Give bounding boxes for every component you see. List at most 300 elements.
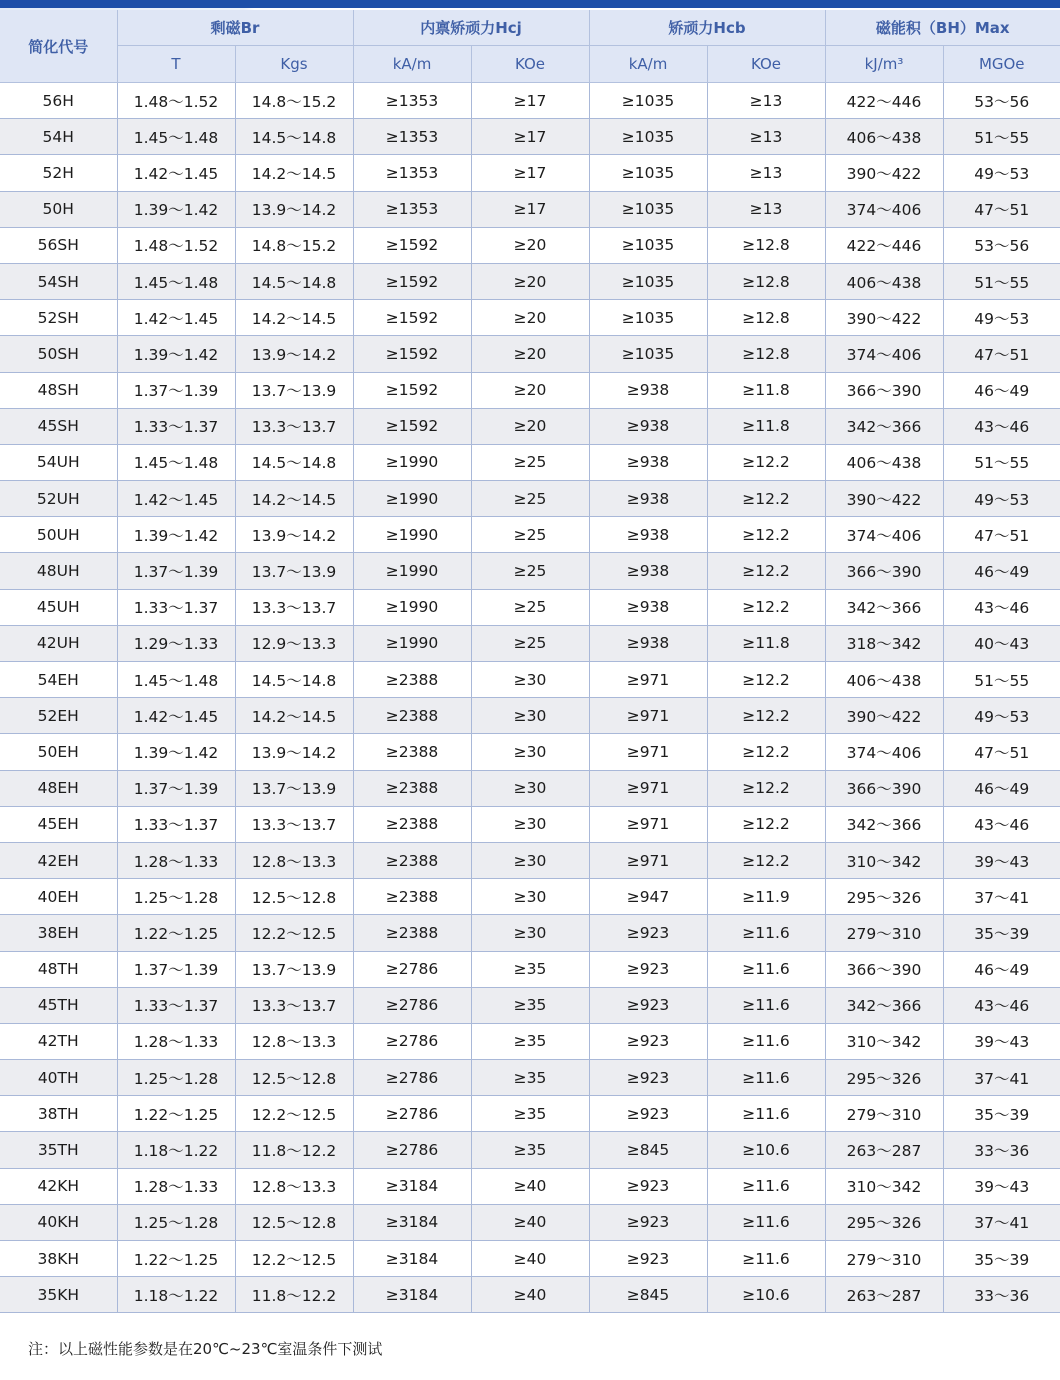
table-cell: ≥1035 xyxy=(589,227,707,263)
table-cell: 14.2～14.5 xyxy=(235,481,353,517)
table-cell: ≥971 xyxy=(589,662,707,698)
table-cell: ≥1592 xyxy=(353,336,471,372)
table-cell: 43～46 xyxy=(943,589,1060,625)
table-cell: ≥923 xyxy=(589,1168,707,1204)
table-cell: ≥2388 xyxy=(353,879,471,915)
table-cell: 13.9～14.2 xyxy=(235,336,353,372)
table-cell: 1.42～1.45 xyxy=(117,300,235,336)
grade-code-cell: 48UH xyxy=(0,553,117,589)
table-row xyxy=(0,842,1060,878)
grade-code-cell: 56H xyxy=(0,83,117,119)
table-cell: 12.8～13.3 xyxy=(235,1023,353,1059)
table-cell: 390～422 xyxy=(825,481,943,517)
table-cell: 366～390 xyxy=(825,372,943,408)
table-cell: ≥1592 xyxy=(353,263,471,299)
table-cell: ≥13 xyxy=(707,119,825,155)
table-cell: 14.8～15.2 xyxy=(235,227,353,263)
table-cell: ≥3184 xyxy=(353,1204,471,1240)
table-cell: ≥2388 xyxy=(353,698,471,734)
table-cell: 46～49 xyxy=(943,372,1060,408)
table-cell: 49～53 xyxy=(943,481,1060,517)
table-cell: 1.37～1.39 xyxy=(117,553,235,589)
table-cell: ≥1592 xyxy=(353,408,471,444)
table-cell: ≥1990 xyxy=(353,553,471,589)
table-cell: 374～406 xyxy=(825,734,943,770)
header-code: 简化代号 xyxy=(0,10,117,83)
table-cell: 40～43 xyxy=(943,625,1060,661)
table-cell: ≥2786 xyxy=(353,1060,471,1096)
table-cell: 12.9～13.3 xyxy=(235,625,353,661)
table-cell: ≥12.2 xyxy=(707,770,825,806)
header-unit: KOe xyxy=(471,46,589,83)
table-cell: 342～366 xyxy=(825,408,943,444)
table-cell: ≥3184 xyxy=(353,1168,471,1204)
table-row xyxy=(0,951,1060,987)
table-row xyxy=(0,1168,1060,1204)
table-cell: 37～41 xyxy=(943,1060,1060,1096)
header-unit: kA/m xyxy=(589,46,707,83)
table-cell: ≥30 xyxy=(471,698,589,734)
table-cell: 13.3～13.7 xyxy=(235,408,353,444)
header-group-hcb: 矫顽力Hcb xyxy=(589,10,825,46)
table-cell: ≥1990 xyxy=(353,517,471,553)
table-cell: 46～49 xyxy=(943,770,1060,806)
table-cell: 1.42～1.45 xyxy=(117,481,235,517)
table-cell: 1.42～1.45 xyxy=(117,155,235,191)
table-cell: 1.42～1.45 xyxy=(117,698,235,734)
table-cell: ≥2388 xyxy=(353,662,471,698)
table-cell: ≥1990 xyxy=(353,444,471,480)
table-cell: ≥20 xyxy=(471,227,589,263)
table-cell: ≥938 xyxy=(589,444,707,480)
table-cell: ≥12.2 xyxy=(707,806,825,842)
header-group-bhmax: 磁能积（BH）Max xyxy=(825,10,1060,46)
grade-code-cell: 45SH xyxy=(0,408,117,444)
table-cell: 12.8～13.3 xyxy=(235,1168,353,1204)
table-cell: 13.3～13.7 xyxy=(235,589,353,625)
table-cell: ≥20 xyxy=(471,372,589,408)
table-cell: 1.39～1.42 xyxy=(117,734,235,770)
table-cell: ≥35 xyxy=(471,1132,589,1168)
table-row xyxy=(0,625,1060,661)
grade-code-cell: 42KH xyxy=(0,1168,117,1204)
table-cell: ≥1035 xyxy=(589,336,707,372)
table-cell: 51～55 xyxy=(943,263,1060,299)
table-cell: 1.45～1.48 xyxy=(117,119,235,155)
table-cell: 406～438 xyxy=(825,263,943,299)
table-row xyxy=(0,1132,1060,1168)
table-cell: 1.22～1.25 xyxy=(117,915,235,951)
table-cell: ≥30 xyxy=(471,734,589,770)
table-cell: ≥11.6 xyxy=(707,915,825,951)
table-cell: 366～390 xyxy=(825,770,943,806)
table-cell: 46～49 xyxy=(943,553,1060,589)
table-cell: ≥11.6 xyxy=(707,1204,825,1240)
table-cell: ≥40 xyxy=(471,1277,589,1313)
table-row xyxy=(0,227,1060,263)
table-row xyxy=(0,408,1060,444)
table-cell: ≥2388 xyxy=(353,770,471,806)
table-cell: 14.2～14.5 xyxy=(235,300,353,336)
header-row-groups xyxy=(0,10,1060,46)
grade-code-cell: 45UH xyxy=(0,589,117,625)
table-cell: 1.28～1.33 xyxy=(117,1023,235,1059)
table-cell: ≥11.8 xyxy=(707,625,825,661)
table-cell: ≥938 xyxy=(589,408,707,444)
table-cell: ≥2388 xyxy=(353,734,471,770)
table-cell: ≥11.6 xyxy=(707,1023,825,1059)
table-cell: 1.33～1.37 xyxy=(117,806,235,842)
table-cell: 53～56 xyxy=(943,83,1060,119)
table-cell: ≥971 xyxy=(589,734,707,770)
table-cell: 1.33～1.37 xyxy=(117,589,235,625)
magnet-spec-table xyxy=(0,10,1060,1313)
table-cell: ≥11.6 xyxy=(707,1168,825,1204)
header-group-br: 剩磁Br xyxy=(117,10,353,46)
table-cell: 1.25～1.28 xyxy=(117,879,235,915)
table-cell: ≥1592 xyxy=(353,227,471,263)
table-row xyxy=(0,1096,1060,1132)
table-cell: 1.37～1.39 xyxy=(117,770,235,806)
table-cell: ≥30 xyxy=(471,842,589,878)
table-cell: 1.22～1.25 xyxy=(117,1096,235,1132)
table-cell: ≥17 xyxy=(471,191,589,227)
table-cell: ≥923 xyxy=(589,987,707,1023)
table-cell: ≥12.8 xyxy=(707,300,825,336)
table-cell: ≥938 xyxy=(589,553,707,589)
table-cell: 47～51 xyxy=(943,336,1060,372)
table-cell: 49～53 xyxy=(943,155,1060,191)
table-cell: 49～53 xyxy=(943,300,1060,336)
table-cell: 12.2～12.5 xyxy=(235,915,353,951)
table-cell: ≥2786 xyxy=(353,1023,471,1059)
grade-code-cell: 42EH xyxy=(0,842,117,878)
header-unit: KOe xyxy=(707,46,825,83)
table-cell: 12.5～12.8 xyxy=(235,879,353,915)
table-cell: 35～39 xyxy=(943,1241,1060,1277)
table-cell: ≥30 xyxy=(471,879,589,915)
table-cell: 11.8～12.2 xyxy=(235,1132,353,1168)
grade-code-cell: 50UH xyxy=(0,517,117,553)
table-cell: 13.3～13.7 xyxy=(235,987,353,1023)
table-cell: 1.39～1.42 xyxy=(117,336,235,372)
table-cell: 310～342 xyxy=(825,842,943,878)
table-cell: 279～310 xyxy=(825,1241,943,1277)
table-cell: 43～46 xyxy=(943,408,1060,444)
table-cell: ≥2786 xyxy=(353,1096,471,1132)
table-header xyxy=(0,10,1060,83)
top-accent-bar xyxy=(0,0,1060,8)
table-cell: ≥11.9 xyxy=(707,879,825,915)
table-cell: 14.5～14.8 xyxy=(235,444,353,480)
table-cell: ≥25 xyxy=(471,444,589,480)
grade-code-cell: 38EH xyxy=(0,915,117,951)
grade-code-cell: 48TH xyxy=(0,951,117,987)
table-cell: ≥1990 xyxy=(353,481,471,517)
grade-code-cell: 50EH xyxy=(0,734,117,770)
table-row xyxy=(0,915,1060,951)
grade-code-cell: 38TH xyxy=(0,1096,117,1132)
table-cell: 12.2～12.5 xyxy=(235,1096,353,1132)
table-cell: 43～46 xyxy=(943,987,1060,1023)
grade-code-cell: 35TH xyxy=(0,1132,117,1168)
table-cell: 13.7～13.9 xyxy=(235,951,353,987)
table-cell: ≥11.6 xyxy=(707,1060,825,1096)
table-cell: 51～55 xyxy=(943,662,1060,698)
table-cell: 295～326 xyxy=(825,1060,943,1096)
table-cell: ≥1592 xyxy=(353,372,471,408)
table-row xyxy=(0,83,1060,119)
table-cell: 366～390 xyxy=(825,951,943,987)
table-row xyxy=(0,444,1060,480)
table-cell: ≥17 xyxy=(471,83,589,119)
table-row xyxy=(0,1204,1060,1240)
table-row xyxy=(0,806,1060,842)
table-cell: 1.48～1.52 xyxy=(117,83,235,119)
table-row xyxy=(0,770,1060,806)
table-cell: ≥12.8 xyxy=(707,227,825,263)
table-cell: ≥25 xyxy=(471,553,589,589)
table-cell: 12.8～13.3 xyxy=(235,842,353,878)
table-cell: ≥923 xyxy=(589,1204,707,1240)
table-cell: ≥35 xyxy=(471,1060,589,1096)
table-cell: ≥12.2 xyxy=(707,842,825,878)
grade-code-cell: 42UH xyxy=(0,625,117,661)
table-cell: ≥20 xyxy=(471,336,589,372)
table-cell: ≥971 xyxy=(589,770,707,806)
table-cell: ≥12.2 xyxy=(707,481,825,517)
table-cell: ≥12.8 xyxy=(707,336,825,372)
table-cell: 390～422 xyxy=(825,698,943,734)
grade-code-cell: 48EH xyxy=(0,770,117,806)
table-cell: ≥12.2 xyxy=(707,734,825,770)
table-cell: ≥12.2 xyxy=(707,589,825,625)
table-cell: 14.2～14.5 xyxy=(235,698,353,734)
table-cell: ≥3184 xyxy=(353,1241,471,1277)
grade-code-cell: 52SH xyxy=(0,300,117,336)
table-cell: ≥1353 xyxy=(353,83,471,119)
table-cell: 13.9～14.2 xyxy=(235,517,353,553)
table-row xyxy=(0,553,1060,589)
table-cell: 47～51 xyxy=(943,191,1060,227)
footnote: 注：以上磁性能参数是在20℃~23℃室温条件下测试 xyxy=(28,1340,383,1358)
table-cell: ≥20 xyxy=(471,408,589,444)
table-cell: 39～43 xyxy=(943,1168,1060,1204)
table-row xyxy=(0,1277,1060,1313)
table-cell: 1.18～1.22 xyxy=(117,1277,235,1313)
table-cell: 374～406 xyxy=(825,191,943,227)
table-row xyxy=(0,698,1060,734)
table-cell: 1.22～1.25 xyxy=(117,1241,235,1277)
table-cell: 35～39 xyxy=(943,1096,1060,1132)
grade-code-cell: 52UH xyxy=(0,481,117,517)
table-cell: ≥1353 xyxy=(353,119,471,155)
table-cell: 342～366 xyxy=(825,987,943,1023)
table-cell: 12.5～12.8 xyxy=(235,1060,353,1096)
table-cell: ≥1035 xyxy=(589,191,707,227)
table-row xyxy=(0,300,1060,336)
table-cell: ≥12.2 xyxy=(707,662,825,698)
table-row xyxy=(0,481,1060,517)
table-cell: 47～51 xyxy=(943,734,1060,770)
table-cell: ≥13 xyxy=(707,83,825,119)
table-cell: 1.37～1.39 xyxy=(117,951,235,987)
table-cell: ≥11.8 xyxy=(707,408,825,444)
table-cell: ≥11.6 xyxy=(707,951,825,987)
table-cell: 422～446 xyxy=(825,83,943,119)
table-cell: 1.33～1.37 xyxy=(117,987,235,1023)
table-cell: ≥25 xyxy=(471,589,589,625)
table-cell: 1.45～1.48 xyxy=(117,662,235,698)
table-row xyxy=(0,734,1060,770)
table-row xyxy=(0,1241,1060,1277)
grade-code-cell: 35KH xyxy=(0,1277,117,1313)
table-cell: ≥11.8 xyxy=(707,372,825,408)
table-cell: 374～406 xyxy=(825,517,943,553)
grade-code-cell: 48SH xyxy=(0,372,117,408)
table-cell: ≥12.8 xyxy=(707,263,825,299)
table-cell: 406～438 xyxy=(825,662,943,698)
grade-code-cell: 54H xyxy=(0,119,117,155)
header-unit: Kgs xyxy=(235,46,353,83)
table-cell: 13.7～13.9 xyxy=(235,553,353,589)
table-cell: ≥35 xyxy=(471,987,589,1023)
table-cell: ≥1353 xyxy=(353,191,471,227)
table-cell: 390～422 xyxy=(825,300,943,336)
table-cell: ≥923 xyxy=(589,951,707,987)
table-row xyxy=(0,987,1060,1023)
grade-code-cell: 56SH xyxy=(0,227,117,263)
table-cell: ≥938 xyxy=(589,589,707,625)
table-cell: ≥40 xyxy=(471,1168,589,1204)
table-cell: 1.39～1.42 xyxy=(117,191,235,227)
table-cell: ≥25 xyxy=(471,625,589,661)
table-row xyxy=(0,662,1060,698)
table-row xyxy=(0,372,1060,408)
table-cell: 49～53 xyxy=(943,698,1060,734)
header-unit: T xyxy=(117,46,235,83)
table-cell: ≥30 xyxy=(471,806,589,842)
table-cell: ≥2786 xyxy=(353,1132,471,1168)
grade-code-cell: 45EH xyxy=(0,806,117,842)
table-cell: 13.7～13.9 xyxy=(235,770,353,806)
grade-code-cell: 52H xyxy=(0,155,117,191)
table-cell: 46～49 xyxy=(943,951,1060,987)
table-cell: 51～55 xyxy=(943,119,1060,155)
table-cell: ≥923 xyxy=(589,1096,707,1132)
table-cell: 12.2～12.5 xyxy=(235,1241,353,1277)
table-cell: 406～438 xyxy=(825,119,943,155)
table-row xyxy=(0,119,1060,155)
header-unit: MGOe xyxy=(943,46,1060,83)
table-row xyxy=(0,1060,1060,1096)
table-row xyxy=(0,191,1060,227)
table-cell: 390～422 xyxy=(825,155,943,191)
table-cell: 35～39 xyxy=(943,915,1060,951)
table-row xyxy=(0,155,1060,191)
table-cell: ≥845 xyxy=(589,1277,707,1313)
table-cell: ≥17 xyxy=(471,119,589,155)
table-cell: ≥971 xyxy=(589,842,707,878)
table-cell: ≥2388 xyxy=(353,915,471,951)
table-cell: 43～46 xyxy=(943,806,1060,842)
table-cell: ≥25 xyxy=(471,517,589,553)
table-cell: ≥30 xyxy=(471,662,589,698)
table-cell: 263～287 xyxy=(825,1132,943,1168)
table-cell: ≥1035 xyxy=(589,300,707,336)
table-cell: ≥12.2 xyxy=(707,444,825,480)
table-cell: ≥938 xyxy=(589,625,707,661)
table-row xyxy=(0,263,1060,299)
table-cell: ≥1035 xyxy=(589,83,707,119)
table-row xyxy=(0,517,1060,553)
table-cell: 11.8～12.2 xyxy=(235,1277,353,1313)
table-cell: 1.37～1.39 xyxy=(117,372,235,408)
table-cell: ≥11.6 xyxy=(707,1241,825,1277)
table-cell: ≥2786 xyxy=(353,951,471,987)
table-cell: 1.39～1.42 xyxy=(117,517,235,553)
table-cell: ≥35 xyxy=(471,1096,589,1132)
grade-code-cell: 40EH xyxy=(0,879,117,915)
table-cell: 1.18～1.22 xyxy=(117,1132,235,1168)
table-cell: 53～56 xyxy=(943,227,1060,263)
table-cell: ≥17 xyxy=(471,155,589,191)
grade-code-cell: 40TH xyxy=(0,1060,117,1096)
table-cell: ≥35 xyxy=(471,1023,589,1059)
table-cell: 13.7～13.9 xyxy=(235,372,353,408)
table-body xyxy=(0,83,1060,1313)
grade-code-cell: 50SH xyxy=(0,336,117,372)
table-cell: 406～438 xyxy=(825,444,943,480)
table-cell: ≥2786 xyxy=(353,987,471,1023)
table-cell: 318～342 xyxy=(825,625,943,661)
table-row xyxy=(0,589,1060,625)
table-cell: ≥1035 xyxy=(589,119,707,155)
table-cell: 1.33～1.37 xyxy=(117,408,235,444)
table-cell: ≥971 xyxy=(589,698,707,734)
table-cell: ≥1990 xyxy=(353,625,471,661)
table-cell: ≥40 xyxy=(471,1241,589,1277)
table-cell: 279～310 xyxy=(825,915,943,951)
table-cell: 14.5～14.8 xyxy=(235,119,353,155)
table-row xyxy=(0,336,1060,372)
table-cell: 295～326 xyxy=(825,879,943,915)
table-cell: ≥35 xyxy=(471,951,589,987)
table-cell: ≥845 xyxy=(589,1132,707,1168)
grade-code-cell: 54UH xyxy=(0,444,117,480)
grade-code-cell: 40KH xyxy=(0,1204,117,1240)
table-cell: ≥938 xyxy=(589,517,707,553)
table-cell: ≥1592 xyxy=(353,300,471,336)
grade-code-cell: 54EH xyxy=(0,662,117,698)
table-cell: 12.5～12.8 xyxy=(235,1204,353,1240)
table-cell: ≥923 xyxy=(589,1023,707,1059)
table-cell: 14.5～14.8 xyxy=(235,263,353,299)
table-cell: ≥40 xyxy=(471,1204,589,1240)
table-cell: ≥3184 xyxy=(353,1277,471,1313)
table-cell: 37～41 xyxy=(943,879,1060,915)
header-unit: kA/m xyxy=(353,46,471,83)
table-cell: ≥938 xyxy=(589,481,707,517)
table-cell: 342～366 xyxy=(825,589,943,625)
grade-code-cell: 38KH xyxy=(0,1241,117,1277)
table-cell: ≥2388 xyxy=(353,806,471,842)
table-row xyxy=(0,879,1060,915)
table-cell: 13.3～13.7 xyxy=(235,806,353,842)
table-cell: ≥2388 xyxy=(353,842,471,878)
table-row xyxy=(0,1023,1060,1059)
table-cell: 14.8～15.2 xyxy=(235,83,353,119)
